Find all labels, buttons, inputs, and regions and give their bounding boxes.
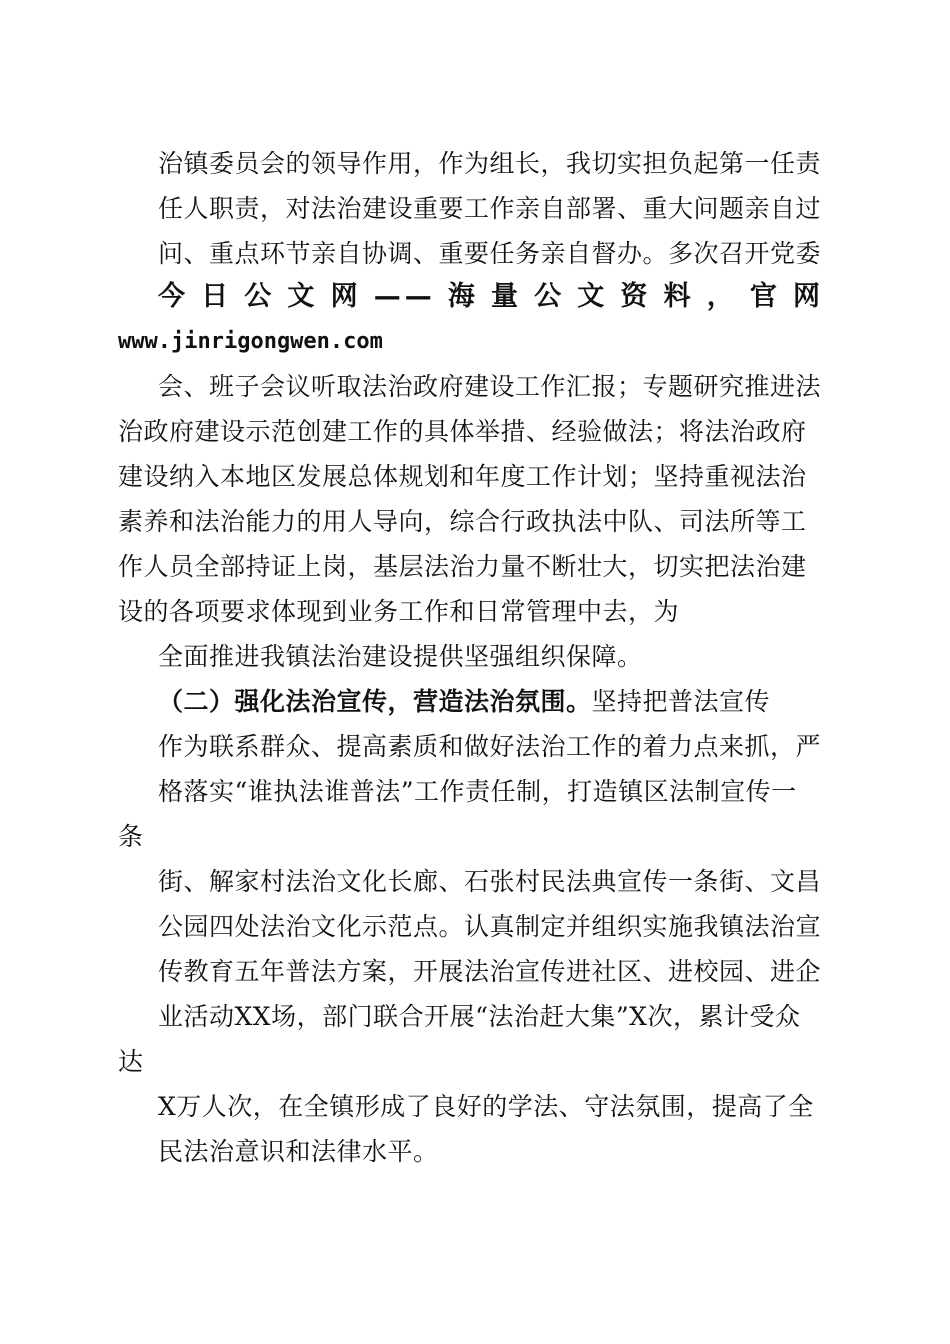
paragraph-line: 街、解家村法治文化长廊、石张村民法典宣传一条街、文昌 (158, 867, 822, 896)
paragraph-line: X万人次，在全镇形成了良好的学法、守法氛围，提高了全 (158, 1092, 814, 1121)
paragraph-line: 任人职责，对法治建设重要工作亲自部署、重大问题亲自过 (158, 194, 822, 223)
paragraph-line: 公园四处法治文化示范点。认真制定并组织实施我镇法治宣 (158, 912, 822, 941)
paragraph-line: 传教育五年普法方案，开展法治宣传进社区、进校园、进企 (158, 957, 822, 986)
paragraph-line: 建设纳入本地区发展总体规划和年度工作计划；坚持重视法治 (118, 462, 807, 491)
section-line (158, 686, 770, 718)
paragraph-line: 问、重点环节亲自协调、重要任务亲自督办。多次召开党委 (158, 239, 822, 268)
paragraph-line: 条 (118, 822, 144, 851)
section-heading: （二）强化法治宣传，营造法治氛围。 (158, 687, 592, 716)
paragraph-line: 设的各项要求体现到业务工作和日常管理中去，为 (118, 597, 680, 626)
paragraph-line: 会、班子会议听取法治政府建设工作汇报；专题研究推进法 (158, 372, 822, 401)
paragraph-line: 素养和法治能力的用人导向，综合行政执法中队、司法所等工 (118, 507, 807, 536)
site-banner-url: www.jinrigongwen.com (118, 329, 383, 354)
paragraph-line: 全面推进我镇法治建设提供坚强组织保障。 (158, 642, 643, 671)
paragraph-line: 作为联系群众、提高素质和做好法治工作的着力点来抓，严 (158, 732, 822, 761)
section-heading-rest: 坚持把普法宣传 (591, 687, 771, 716)
paragraph-line: 格落实“谁执法谁普法”工作责任制，打造镇区法制宣传一 (158, 777, 797, 806)
site-banner-title: 今日公文网——海量公文资料，官网 (158, 281, 824, 312)
paragraph-line: 业活动XX场，部门联合开展“法治赶大集”X次，累计受众 (158, 1002, 801, 1031)
paragraph-line: 民法治意识和法律水平。 (158, 1137, 439, 1166)
paragraph-line: 作人员全部持证上岗，基层法治力量不断壮大，切实把法治建 (118, 552, 807, 581)
paragraph-line: 达 (118, 1047, 144, 1076)
paragraph-line: 治政府建设示范创建工作的具体举措、经验做法；将法治政府 (118, 417, 807, 446)
paragraph-line: 治镇委员会的领导作用，作为组长，我切实担负起第一任责 (158, 149, 822, 178)
